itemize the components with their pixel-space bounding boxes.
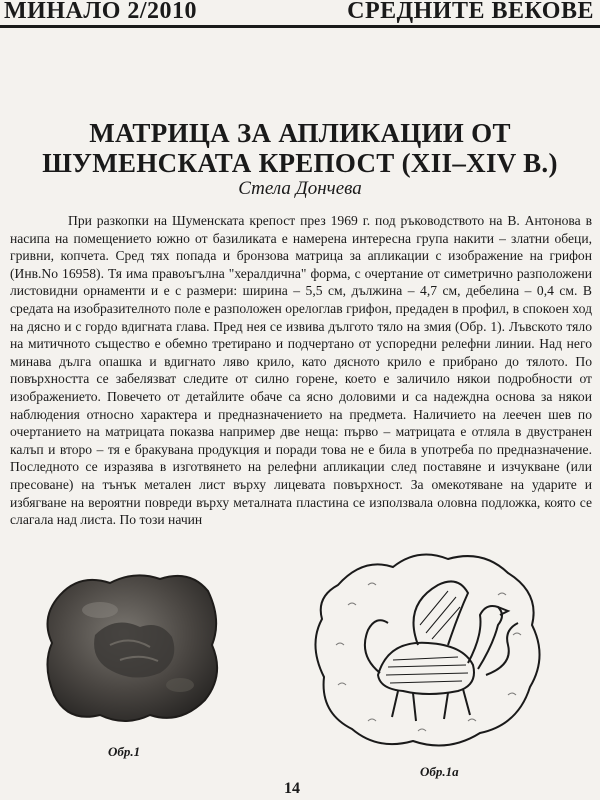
article-author: Стела Дончева [238,178,362,199]
griffin-drawing-figure [308,545,548,755]
running-header [0,0,600,28]
article-body [10,212,592,529]
figure-1-caption: Обр.1 [108,744,141,759]
header-rule [0,25,600,28]
page-number: 14 [284,780,300,797]
article-title [30,118,570,178]
title-line-2: ШУМЕНСКАТА КРЕПОСТ (XII–XIV В.) [42,148,558,178]
journal-issue: МИНАЛО 2/2010 [4,0,198,24]
matrix-photo-figure [40,565,225,730]
title-line-1: МАТРИЦА ЗА АПЛИКАЦИИ ОТ [89,118,511,148]
section-name: СРЕДНИТЕ ВЕКОВЕ [347,0,594,24]
figure-1a-caption: Обр.1а [420,764,459,779]
body-paragraph: При разкопки на Шуменската крепост през 1969 г. под ръководството на В. Антонова в насипа на помещението южно от базиликата е намерена интересна група накити – златни обеци, гривни, копчета. Сред тях попада и бронзова матрица за апликации с изображение на грифон (Инв.No 16958). Тя има правоъгълна "хералдична" форма, с очертание от симетрично разположени листовидни орнаменти и е с размери: ширина – 5,5 см, дължина – 4,7 см, дебелина – 0,4 см. В средата на изобразителното поле е разположен орелоглав грифон, предаден в профил, в спокоен ход на дясно и с гордо вдигната глава. Пред нея се извива дългото тяло на змия (Обр. 1). Лъвското тяло на митичното същество е обемно третирано и подчертано от успоредни релефни линии. Над него минава дълга опашка и вдигнато ляво крило, като дясното крило е прибрано до тялото. По повърхността се забелязват следите от силно горене, което е заличило някои подробности от изображението. Повечето от детайлите обаче са ясно доловими и са надеждна основа за някои наблюдения относно характера и предназначението на предмета. Наличието на леечен шев по очертанието на матрицата показва например две неща: първо – матрицата е отляла в двустранен калъп и второ – тя е бракувана продукция и поради това не е била в употреба по предназначение. Последното се изразява в изготвянето на релефни апликации след поставяне и изчукване (или пресоване) на тънък метален лист върху лицевата повърхност. За омекотяване на ударите и избягване на вероятни повреди върху металната пластина се използвала оловна подложка, която се слагала над листа. По този начин [10,213,592,528]
